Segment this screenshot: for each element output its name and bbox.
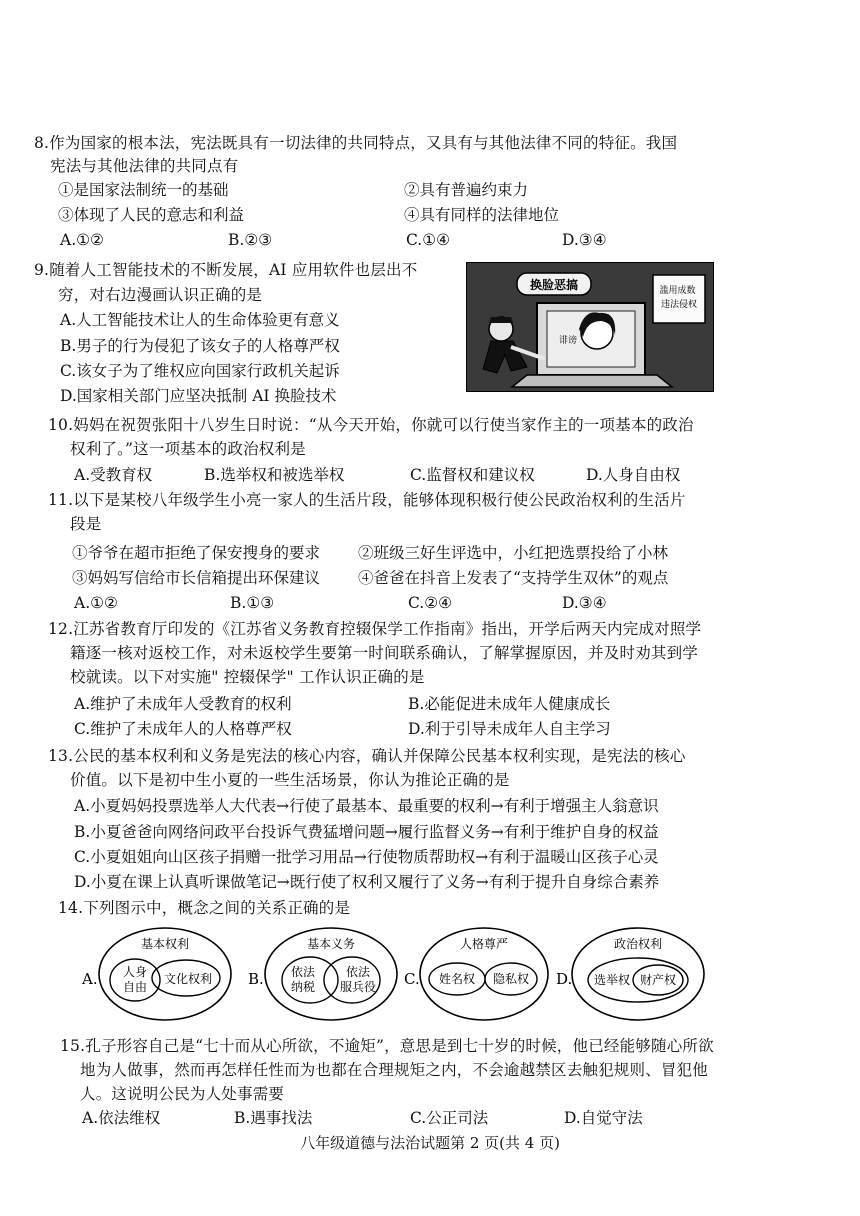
q13-stem-line2: 价值。以下是初中生小夏的一些生活场景，你认为推论正确的是 [70,771,510,789]
q11-statement-2: ②班级三好生评选中，小红把选票投给了小林 [358,544,669,562]
q14-a-inner-label-2: 文化权利 [163,972,213,986]
q14-d-outer-label: 政治权利 [613,937,663,951]
q11-statement-1: ①爷爷在超市拒绝了保安搜身的要求 [72,544,321,562]
q8-option-c: C.①④ [406,231,451,249]
q8-option-d: D.③④ [562,231,607,249]
q15-option-d: D.自觉守法 [564,1109,643,1127]
q14-b-inner-label-2a: 依法 [345,965,371,979]
q14-b-inner-label-1b: 纳税 [290,980,316,994]
q11-option-a: A.①② [74,594,118,612]
q10-stem-line1: 10.妈妈在祝贺张阳十八岁生日时说：“从今天开始，你就可以行使当家作主的一项基本的政治 [48,416,694,434]
q14-c-letter: C. [404,970,420,988]
q15-stem-line2: 地为人做事，然而再怎样任性而为也都在合理规矩之内，不会逾越禁区去触犯规则、冒犯他 [80,1061,709,1079]
q12-option-a: A.维护了未成年人受教育的权利 [74,695,292,713]
face-swap-cartoon [466,262,714,392]
q11-statement-3: ③妈妈写信给市长信箱提出环保建议 [72,569,321,587]
q12-stem-line1: 12.江苏省教育厅印发的《江苏省义务教育控辍保学工作指南》指出，开学后两天内完成对照学 [48,620,702,638]
q8-statement-1: ①是国家法制统一的基础 [58,181,229,199]
q10-option-d: D.人身自由权 [586,466,681,484]
q12-option-c: C.维护了未成年人的人格尊严权 [74,720,292,738]
q14-venn-diagrams [0,922,860,1028]
q9-option-b: B.男子的行为侵犯了该女子的人格尊严权 [60,337,340,355]
q8-option-a: A.①② [60,231,104,249]
q15-stem-line3: 人。这说明公民为人处事需要 [80,1085,285,1103]
q15-option-c: C.公正司法 [410,1109,489,1127]
q8-stem-line2: 宪法与其他法律的共同点有 [50,157,239,175]
q10-stem-line2: 权利了。”这一项基本的政治权利是 [70,440,306,458]
q11-option-c: C.②④ [408,594,453,612]
q14-b-letter: B. [248,970,264,988]
q14-c-inner-label-1: 姓名权 [438,972,476,986]
q14-d-inner-label-2: 财产权 [639,973,677,987]
q11-option-b: B.①③ [230,594,275,612]
q14-d-inner-label-1: 选举权 [593,973,631,987]
q12-stem-line3: 校就读。以下对实施" 控辍保学" 工作认识正确的是 [70,668,425,686]
q9-stem-line2: 穷，对右边漫画认识正确的是 [58,286,263,304]
q13-stem-line1: 13.公民的基本权利和义务是宪法的核心内容，确认并保障公民基本权利实现，是宪法的核心 [48,747,686,765]
q12-option-d: D.利于引导未成年人自主学习 [408,720,611,738]
q14-b-inner-label-1a: 依法 [290,965,316,979]
q15-stem-line1: 15.孔子形容自己是“七十而从心所欲，不逾矩”，意思是到七十岁的时候，他已经能够随心所欲 [60,1037,714,1055]
q8-statement-4: ④具有同样的法律地位 [404,206,560,224]
q14-a-letter: A. [82,970,98,988]
q14-a-outer-label: 基本权利 [140,937,190,951]
q14-a-inner-label-1a: 人身 [122,965,148,979]
page-footer: 八年级道德与法治试题第 2 页(共 4 页) [300,1134,560,1152]
q8-option-b: B.②③ [228,231,273,249]
q11-statement-4: ④爸爸在抖音上发表了“支持学生双休”的观点 [358,569,669,587]
q14-c-inner-label-2: 隐私权 [492,972,530,986]
q12-stem-line2: 籍逐一核对返校工作，对未返校学生要第一时间联系确认，了解掌握原因，并及时劝其到学 [70,644,699,662]
q11-stem-line2: 段是 [70,515,102,533]
q8-stem-line1: 8.作为国家的根本法，宪法既具有一切法律的共同特点，又具有与其他法律不同的特征。我国 [34,134,678,152]
cartoon-banner-text: 换脸恶搞 [529,278,579,292]
q15-option-b: B.遇事找法 [234,1109,313,1127]
q11-option-d: D.③④ [562,594,607,612]
q14-c-outer-label: 人格尊严 [459,937,509,951]
q9-option-d: D.国家相关部门应坚决抵制 AI 换脸技术 [60,387,337,405]
q13-option-c: C.小夏姐姐向山区孩子捐赠一批学习用品→行使物质帮助权→有利于温暖山区孩子心灵 [74,848,659,866]
q14-a-inner-label-1b: 自由 [122,980,148,994]
q10-option-a: A.受教育权 [74,466,153,484]
q14-stem: 14.下列图示中，概念之间的关系正确的是 [58,899,351,917]
cartoon-sign-text: 滥用成数 违法侵权 [659,286,698,310]
q13-option-a: A.小夏妈妈投票选举人大代表→行使了最基本、最重要的权利→有利于增强主人翁意识 [74,797,659,815]
q15-option-a: A.依法维权 [82,1109,161,1127]
q10-option-c: C.监督权和建议权 [410,466,535,484]
q9-option-a: A.人工智能技术让人的生命体验更有意义 [60,311,340,329]
q14-b-outer-label: 基本义务 [306,937,356,951]
q14-d-letter: D. [556,970,573,988]
q10-option-b: B.选举权和被选举权 [204,466,345,484]
q14-b-inner-label-2b: 服兵役 [339,980,377,994]
cartoon-screen-text: 诽谤 [559,336,578,346]
q11-stem-line1: 11.以下是某校八年级学生小亮一家人的生活片段，能够体现积极行使公民政治权利的生活片 [48,491,686,509]
q12-option-b: B.必能促进未成年人健康成长 [408,695,611,713]
q9-option-c: C.该女子为了维权应向国家行政机关起诉 [60,362,340,380]
q13-option-b: B.小夏爸爸向网络问政平台投诉气费猛增问题→履行监督义务→有利于维护自身的权益 [74,823,659,841]
q8-statement-3: ③体现了人民的意志和利益 [58,206,245,224]
q9-stem-line1: 9.随着人工智能技术的不断发展，AI 应用软件也层出不 [34,261,418,279]
q8-statement-2: ②具有普遍约束力 [404,181,529,199]
cartoon-illustration [467,263,713,391]
q13-option-d: D.小夏在课上认真听课做笔记→既行使了权利又履行了义务→有利于提升自身综合素养 [74,873,660,891]
